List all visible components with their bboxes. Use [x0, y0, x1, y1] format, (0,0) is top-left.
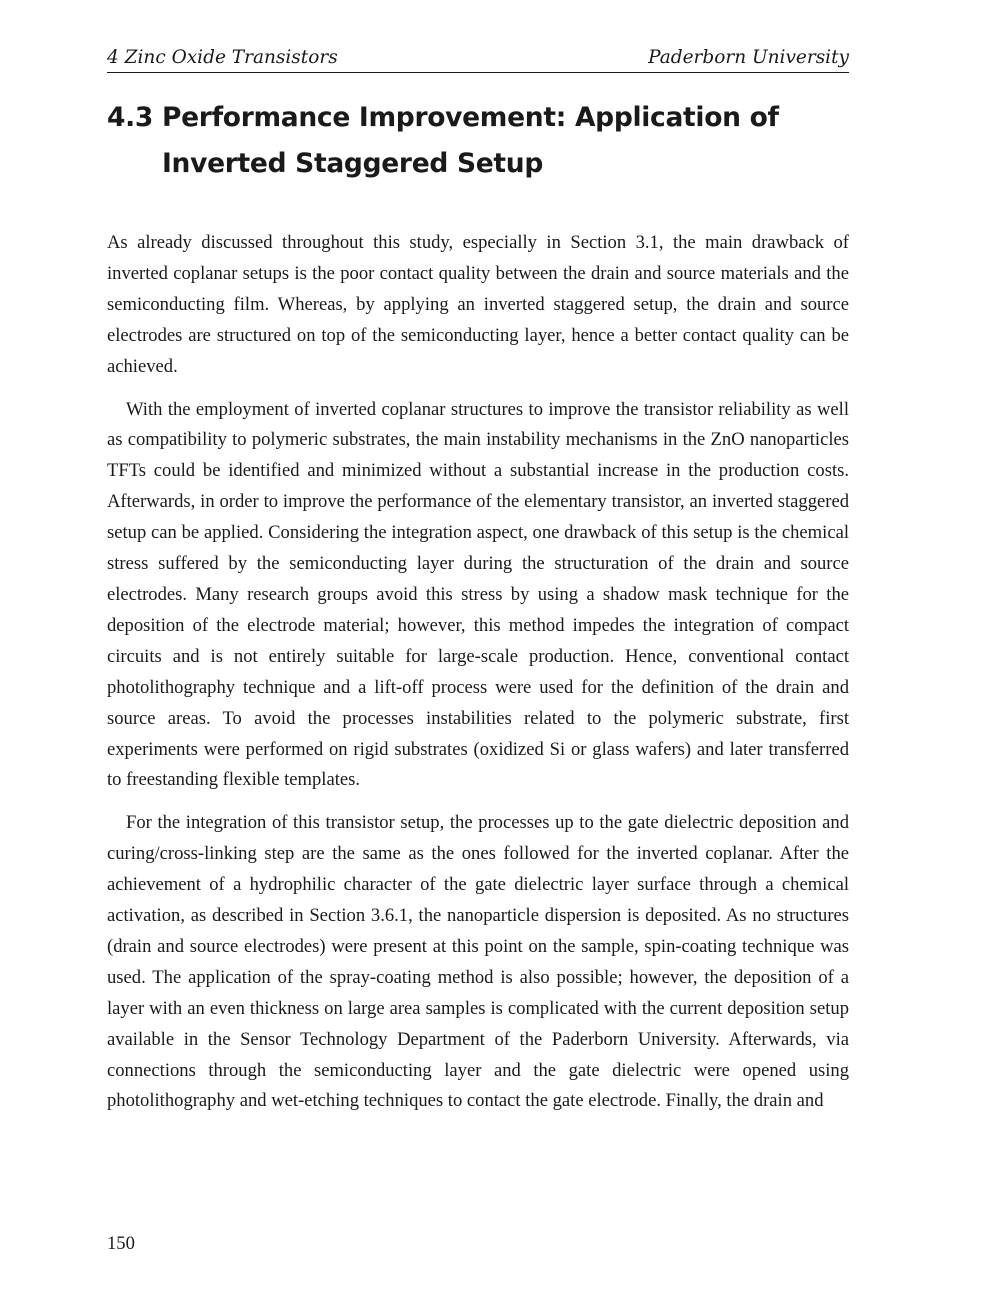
body-text [107, 228, 849, 1129]
header-institution: Paderborn University [648, 47, 849, 68]
running-header [107, 44, 849, 73]
header-chapter-title: 4 Zinc Oxide Transistors [107, 47, 338, 68]
paragraph-1: As already discussed throughout this study, especially in Section 3.1, the main drawback of inverted coplanar setups is the poor contact quality between the drain and source materials and the semiconducting film. Whereas, by applying an inverted staggered setup, the drain and source electrodes are structured on top of the semiconducting layer, hence a better contact quality can be achieved. [107, 232, 849, 377]
paragraph-2: With the employment of inverted coplanar structures to improve the transistor reliability as well as compatibility to polymeric substrates, the main instability mechanisms in the ZnO nanoparticles TFTs could be identified and minimized without a substantial increase in the production costs. Afterwards, in order to improve the performance of the elementary transistor, an inverted staggered setup can be applied. Considering the integration aspect, one drawback of this setup is the chemical stress suffered by the semiconducting layer during the structuration of the drain and source electrodes. Many research groups avoid this stress by using a shadow mask technique for the deposition of the electrode material; however, this method impedes the integration of compact circuits and is not entirely suitable for large-scale production. Hence, conventional contact photolithography technique and a lift-off process were used for the definition of the drain and source areas. To avoid the processes instabilities related to the polymeric substrate, first experiments were performed on rigid substrates (oxidized Si or glass wafers) and later transferred to freestanding flexible templates. [107, 398, 849, 791]
section-number: 4.3 [107, 102, 154, 133]
section-title: Performance Improvement: Application of Inverted Staggered Setup [162, 102, 779, 179]
paragraph-3: For the integration of this transistor setup, the processes up to the gate dielectric deposition and curing/cross-linking step are the same as the ones followed for the inverted coplanar. After the achievement of a hydrophilic character of the gate dielectric layer surface through a chemical activation, as described in Section 3.6.1, the nanoparticle dispersion is deposited. As no structures (drain and source electrodes) were present at this point on the sample, spin-coating technique was used. The application of the spray-coating method is also possible; however, the deposition of a layer with an even thickness on large area samples is complicated with the current deposition setup available in the Sensor Technology Department of the Paderborn University. Afterwards, via connections through the semiconducting layer and the gate dielectric were opened using photolithography and wet-etching techniques to contact the gate electrode. Finally, the drain and [107, 812, 849, 1112]
page-number: 150 [107, 1233, 135, 1254]
document-page [107, 0, 849, 1294]
